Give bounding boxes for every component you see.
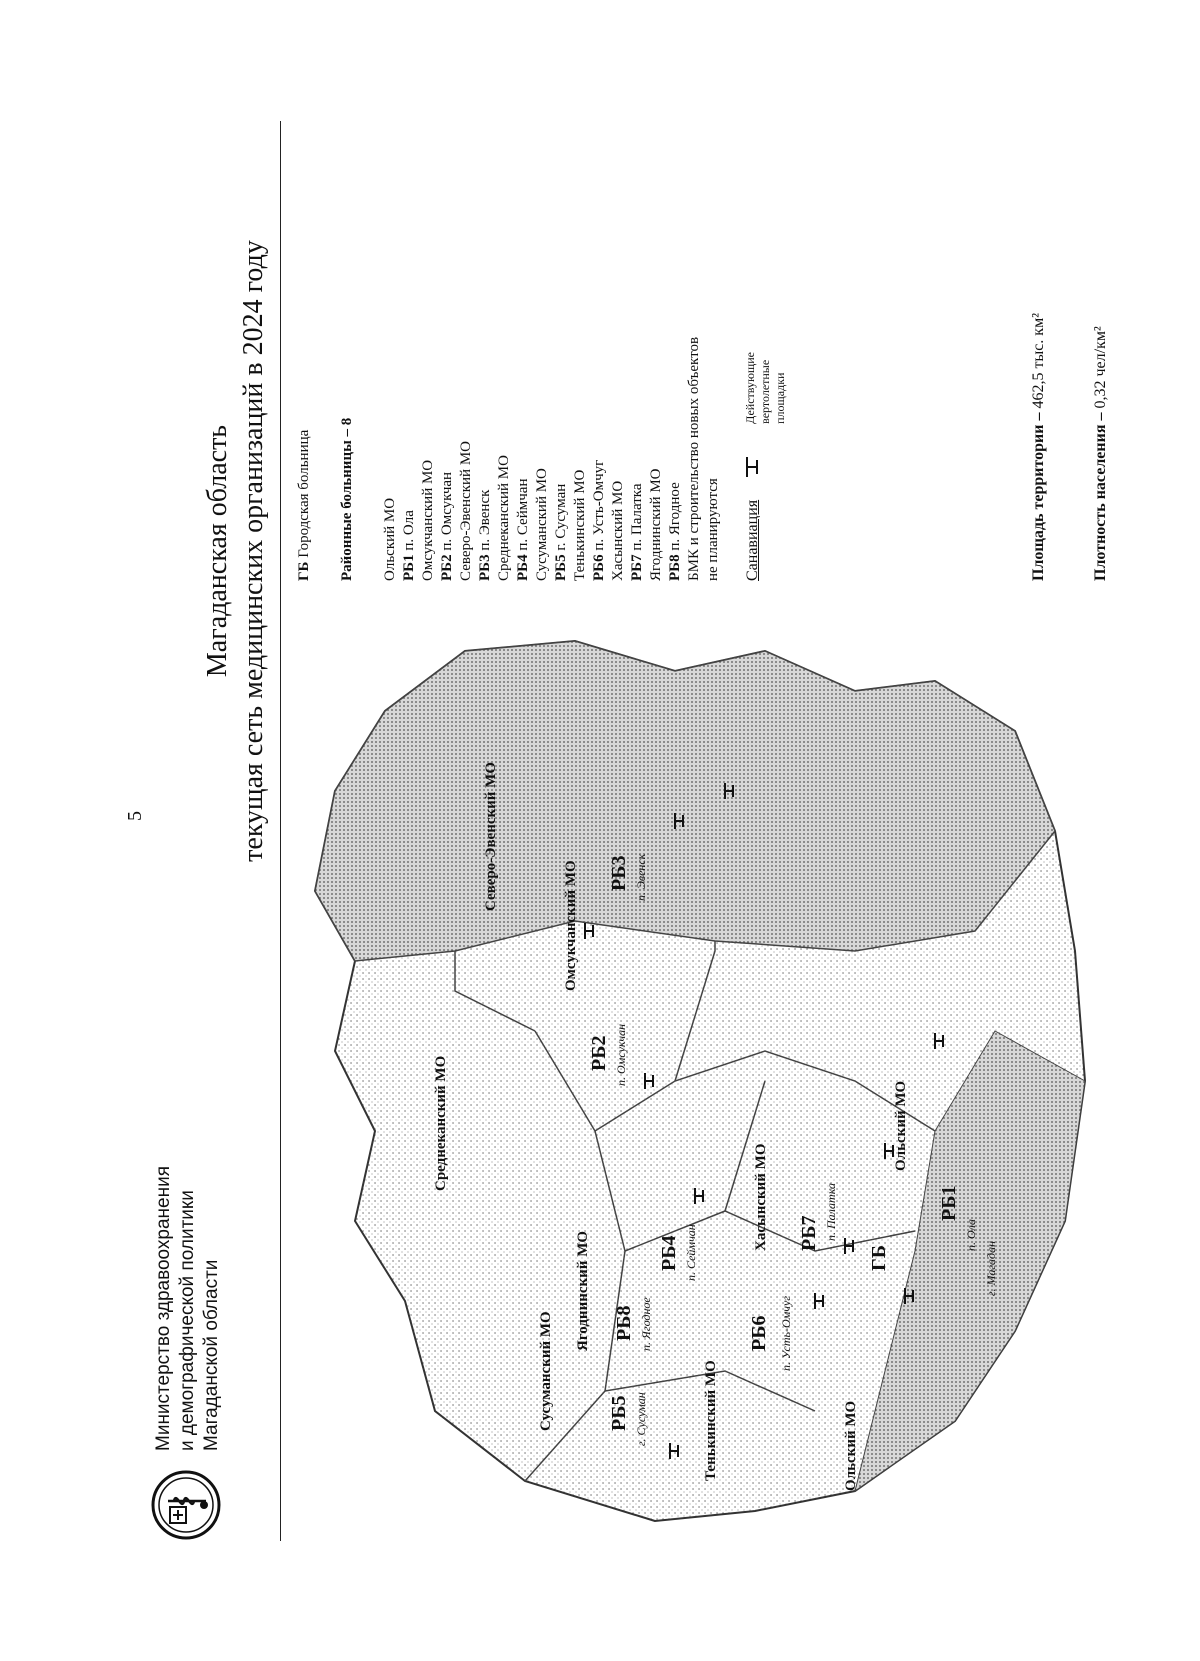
legend-row <box>666 121 685 581</box>
density-value: 0,32 <box>1092 380 1109 409</box>
region-map <box>295 611 1115 1551</box>
title-line-1: Магаданская область <box>202 424 233 678</box>
hospital-place: г. Сусуман <box>634 1392 648 1446</box>
legend-text: Ягоднинский МО <box>648 468 664 581</box>
hospital-place: п. Усть-Омчуг <box>779 1295 793 1371</box>
hospital-code: РБ4 <box>658 1235 680 1271</box>
hospital-code: РБ5 <box>608 1395 630 1431</box>
legend-code: РБ4 <box>515 554 531 581</box>
district-label: Ольский МО <box>893 1080 909 1171</box>
district-label: Тенькинский МО <box>703 1360 719 1481</box>
hospital-code: РБ2 <box>588 1035 610 1071</box>
district-label: Омсукчанский МО <box>563 860 579 991</box>
legend-code: РБ1 <box>401 554 417 581</box>
legend-row <box>571 121 590 581</box>
legend-text: г. Сусуман <box>553 483 569 551</box>
hospital-code: РБ7 <box>798 1215 820 1251</box>
legend-text: п. Омсукчан <box>439 471 455 551</box>
district-label: Ягоднинский МО <box>575 1230 591 1351</box>
legend-text: п. Ола <box>401 510 417 551</box>
hospital-place: п. Ола <box>964 1218 978 1251</box>
org-line-2: и демографической политики <box>177 1190 198 1451</box>
legend-row <box>552 121 571 581</box>
hospital-code: ГБ <box>868 1245 890 1271</box>
hospital-code: РБ6 <box>748 1315 770 1351</box>
helipad-desc-line: вертолетные <box>758 359 772 424</box>
legend-row <box>438 121 457 581</box>
legend-row <box>514 121 533 581</box>
legend-text: Хасынский МО <box>610 480 626 581</box>
legend-bmk-line-2: не планируются <box>705 478 721 581</box>
legend-text: Городская больница <box>296 429 312 558</box>
document-header <box>150 121 281 1541</box>
document-sheet <box>110 81 1130 1581</box>
legend-text: Северо-Эвенский МО <box>458 441 474 581</box>
ministry-emblem-icon <box>150 1469 222 1541</box>
density-stat <box>1092 313 1110 581</box>
legend-row <box>628 121 647 581</box>
district-label: Сусуманский МО <box>538 1311 554 1431</box>
hospital-place: п. Палатка <box>824 1182 838 1241</box>
legend-code: РБ8 <box>667 554 683 581</box>
sanaviation-label: Санавиация <box>744 499 761 581</box>
helipad-icon <box>743 454 765 480</box>
legend-row <box>419 121 438 581</box>
helipad-description <box>743 324 788 424</box>
legend-row <box>590 121 609 581</box>
legend-city-hospital <box>295 121 314 581</box>
legend-text: Сусуманский МО <box>534 468 550 581</box>
legend-row <box>647 121 666 581</box>
legend-code: ГБ <box>296 561 312 581</box>
hospital-place: п. Эвенск <box>634 853 648 901</box>
district-label: Ольский МО <box>843 1400 859 1491</box>
district-label: Северо-Эвенский МО <box>483 761 499 911</box>
north-east-shaded-area <box>315 641 1055 961</box>
legend-code: РБ3 <box>477 554 493 581</box>
hospital-place: п. Сеймчан <box>684 1224 698 1281</box>
legend-text: Омсукчанский МО <box>420 459 436 581</box>
hospital-code: РБ1 <box>938 1185 960 1221</box>
legend-text: Тенькинский МО <box>572 469 588 581</box>
legend-text: п. Усть-Омчуг <box>591 459 607 551</box>
legend-sanaviation <box>743 121 788 581</box>
region-statistics <box>1030 313 1154 581</box>
legend-code: РБ5 <box>553 554 569 581</box>
density-label: Плотность населения – <box>1092 412 1109 581</box>
legend-row <box>381 121 400 581</box>
hospital-place: п. Омсукчан <box>614 1023 628 1086</box>
title-line-2: текущая сеть медицинских организаций в 2024 году <box>238 240 269 862</box>
legend-bmk-line-1: БМК и строительство новых объектов <box>686 336 702 581</box>
legend-text: п. Палатка <box>629 483 645 551</box>
legend-row <box>476 121 495 581</box>
legend-text: Ольский МО <box>382 497 398 581</box>
legend-text: п. Эвенск <box>477 489 493 551</box>
org-line-3: Магаданской области <box>201 1259 222 1451</box>
legend-rows <box>381 121 685 581</box>
legend-code: РБ6 <box>591 554 607 581</box>
map-legend <box>295 121 788 581</box>
hospital-code: РБ3 <box>608 855 630 891</box>
area-stat <box>1030 313 1048 581</box>
org-line-1: Министерство здравоохранения <box>153 1166 174 1451</box>
legend-district-header: Районные больницы – 8 <box>339 417 355 581</box>
legend-text: Среднеканский МО <box>496 455 512 581</box>
legend-row <box>400 121 419 581</box>
legend-row <box>495 121 514 581</box>
density-unit: чел/км² <box>1092 326 1109 377</box>
hospital-place: п. Ягодное <box>639 1297 653 1351</box>
legend-row <box>457 121 476 581</box>
district-label: Хасынский МО <box>753 1143 769 1251</box>
area-value: 462,5 <box>1030 372 1047 409</box>
legend-row <box>533 121 552 581</box>
legend-row <box>609 121 628 581</box>
organization-name <box>152 1166 224 1451</box>
document-title <box>200 121 272 981</box>
legend-text: п. Ягодное <box>667 482 683 551</box>
legend-code: РБ2 <box>439 554 455 581</box>
legend-code: РБ7 <box>629 554 645 581</box>
area-unit: тыс. км² <box>1030 313 1047 369</box>
helipad-desc-line: Действующие <box>743 352 757 424</box>
page-number: 5 <box>124 811 146 821</box>
district-label: Среднеканский МО <box>433 1055 449 1191</box>
hospital-place: г. Магадан <box>984 1240 998 1296</box>
legend-text: п. Сеймчан <box>515 478 531 551</box>
hospital-code: РБ8 <box>613 1305 635 1341</box>
helipad-desc-line: площадки <box>773 372 787 424</box>
area-label: Площадь территории – <box>1030 412 1047 581</box>
